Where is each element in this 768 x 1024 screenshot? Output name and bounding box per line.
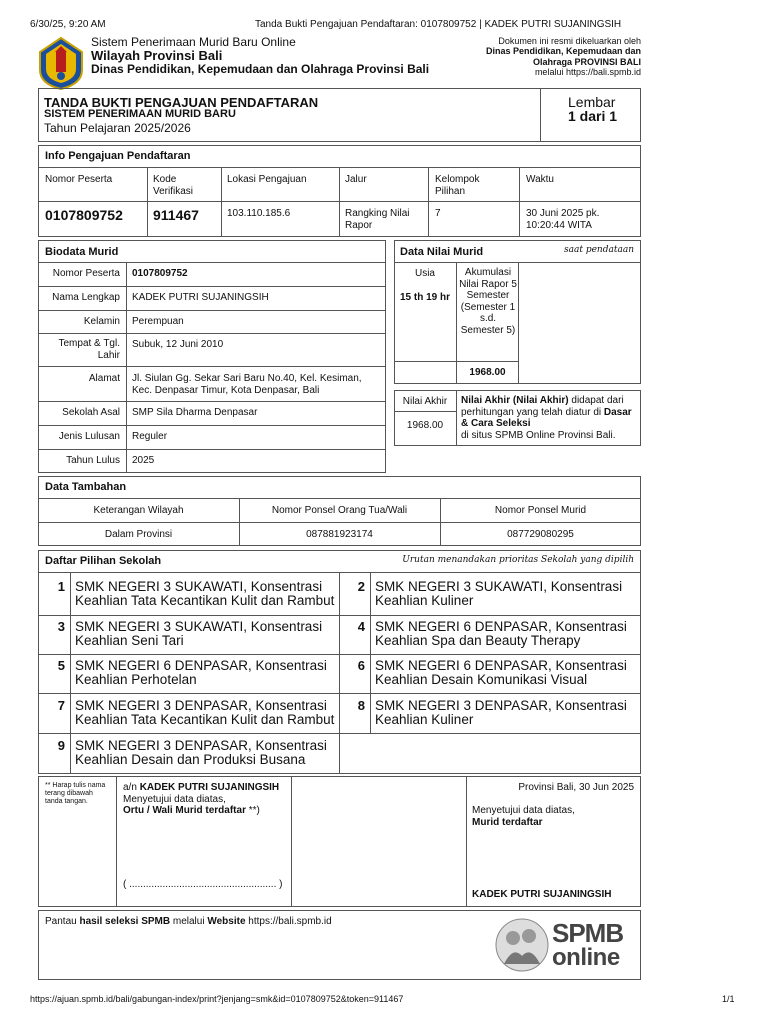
choice-school [375,580,622,608]
bio-value: 0107809752 [132,268,188,279]
akumulasi-label: Akumulasi Nilai Rapor 5 Semester (Semester 1 s.d. Semester 5) [459,267,517,336]
nilai-akhir-desc [461,395,637,441]
bio-label: Tahun Lulus [66,455,120,466]
nilai-akhir-value: 1968.00 [406,420,444,431]
header-system: Sistem Penerimaan Murid Baru Online [91,35,296,49]
pilihan-heading: Daftar Pilihan Sekolah [45,555,162,567]
choice-number: 6 [357,658,365,673]
official-line-1: Dokumen ini resmi dikeluarkan oleh [498,36,641,46]
nilai-heading: Data Nilai Murid [400,246,484,258]
choice-line-2: Keahlian Kuliner [375,593,474,608]
logo-text-online: online [552,944,620,971]
bio-value: Perempuan [132,316,184,327]
student-role: Murid terdaftar [472,816,543,828]
parent-role [123,805,288,817]
choice-number: 2 [357,579,365,594]
bio-label: Nama Lengkap [52,292,120,303]
print-datetime: 6/30/25, 9:20 AM [30,19,106,30]
logo-text-spmb: SPMB [552,918,624,948]
bio-value: 2025 [132,455,155,466]
choice-school [75,739,327,767]
info-v-kode: 911467 [153,207,199,223]
choice-number: 5 [57,658,65,673]
an-name: KADEK PUTRI SUJANINGSIH [139,782,280,793]
info-v-kelompok: 7 [435,208,441,219]
bio-label: Alamat [88,373,120,384]
desc-bold-1: Nilai Akhir (Nilai Akhir) [461,395,569,406]
choice-line-1: SMK NEGERI 6 DENPASAR, Konsentrasi [375,658,627,673]
choice-line-1: SMK NEGERI 6 DENPASAR, Konsentrasi [375,619,627,634]
choice-number: 7 [57,698,65,713]
choice-line-1: SMK NEGERI 3 DENPASAR, Konsentrasi [75,698,327,713]
student-name: KADEK PUTRI SUJANINGSIH [472,889,612,900]
doc-subtitle: SISTEM PENERIMAAN MURID BARU [44,108,236,120]
tambahan-v1: Dalam Provinsi [104,529,173,540]
sheet-value: 1 dari 1 [568,108,618,124]
ortu-label: Ortu / Wali Murid terdaftar [123,805,246,816]
info-h-nomor: Nomor Peserta [45,174,113,185]
print-url: https://ajuan.spmb.id/bali/gabungan-index/print?jenjang=smk&id=0107809752&token=911467 [30,994,404,1004]
choice-line-2: Keahlian Tata Kecantikan Kulit dan Rambut [75,593,335,608]
info-v-jalur: Rangking Nilai Rapor [345,208,410,231]
pilihan-note: Urutan menandakan prioritas Sekolah yang dipilih [402,555,634,565]
info-h-jalur: Jalur [345,174,367,185]
desc-bold-2: Dasar & Cara Seleksi [461,406,632,429]
choice-line-1: SMK NEGERI 6 DENPASAR, Konsentrasi [75,658,327,673]
tambahan-v3: 087729080295 [507,529,574,540]
choice-number: 9 [57,738,65,753]
info-h-lokasi: Lokasi Pengajuan [227,174,307,185]
choice-line-1: SMK NEGERI 3 SUKAWATI, Konsentrasi [375,579,623,594]
bio-label: Tempat & Tgl. Lahir [58,338,120,361]
footer-t1: Pantau [45,916,80,927]
info-h-waktu: Waktu [526,174,554,185]
choice-line-2: Keahlian Desain dan Produksi Busana [75,752,306,767]
ortu-suffix: **) [245,805,260,816]
spmb-logo [494,914,634,976]
usia-label: Usia [414,268,435,279]
bali-emblem-icon [36,36,86,90]
info-h-kelompok: Kelompok Pilihan [435,174,480,197]
choice-line-1: SMK NEGERI 3 SUKAWATI, Konsentrasi [75,579,323,594]
info-h-kode: Kode Verifikasi [153,174,194,197]
bio-label: Nomor Peserta [52,268,120,279]
choice-line-1: SMK NEGERI 3 DENPASAR, Konsentrasi [75,738,327,753]
usia-value: 15 th 19 hr [399,292,451,303]
tambahan-h3: Nomor Ponsel Murid [494,505,587,516]
bio-value: SMP Sila Dharma Denpasar [132,407,258,418]
choice-school [75,659,327,687]
biodata-heading: Biodata Murid [45,246,119,258]
an-prefix: a/n [123,782,140,793]
choice-number: 4 [357,619,365,634]
print-title: Tanda Bukti Pengajuan Pendaftaran: 0107809752 | KADEK PUTRI SUJANINGSIH [255,19,622,30]
bio-value: KADEK PUTRI SUJANINGSIH [132,292,269,303]
choice-school [375,659,627,687]
parent-signature-line: ( ..................................................... ) [123,879,283,890]
desc-text-1: didapat dari perhitungan yang telah diatur di [461,395,624,418]
header-agency: Dinas Pendidikan, Kepemudaan dan Olahraga Provinsi Bali [91,62,430,76]
choice-line-2: Keahlian Tata Kecantikan Kulit dan Rambut [75,712,335,727]
nilai-akhir-label: Nilai Akhir [402,396,448,407]
bio-label: Sekolah Asal [62,407,120,418]
tambahan-h1: Keterangan Wilayah [93,505,184,516]
bio-label: Kelamin [83,316,120,327]
info-v-nomor: 0107809752 [45,207,123,223]
footer-t3: https://bali.spmb.id [245,916,332,927]
header-official-note [421,36,641,77]
doc-title: TANDA BUKTI PENGAJUAN PENDAFTARAN [44,95,319,110]
parent-approval [123,782,288,817]
choice-line-1: SMK NEGERI 3 SUKAWATI, Konsentrasi [75,619,323,634]
choice-school [75,580,334,608]
signature-note: ** Harap tulis nama terang dibawah tanda tangan. [45,782,106,806]
sheet-label: Lembar [568,94,616,110]
place-date: Provinsi Bali, 30 Jun 2025 [518,782,634,793]
spmb-mascot-icon [494,916,550,974]
choice-school [75,699,334,727]
bio-value: Jl. Siulan Gg. Sekar Sari Baru No.40, Kel. Kesiman, Kec. Denpasar Timur, Kota Denpasar, Bali [132,373,362,396]
footer-b2: Website [207,916,246,927]
choice-line-2: Keahlian Kuliner [375,712,474,727]
school-year: Tahun Pelajaran 2025/2026 [44,121,191,135]
header-region: Wilayah Provinsi Bali [91,48,223,63]
parent-an [123,782,288,794]
footer-t2: melalui [170,916,208,927]
info-v-lokasi: 103.110.185.6 [227,208,291,219]
akumulasi-value: 1968.00 [469,367,506,378]
info-heading: Info Pengajuan Pendaftaran [45,150,191,162]
choice-school [375,620,627,648]
choice-number: 3 [57,619,65,634]
choice-line-2: Keahlian Perhotelan [75,672,197,687]
choice-line-2: Keahlian Desain Komunikasi Visual [375,672,588,687]
bio-value: Reguler [132,431,168,442]
choice-number: 8 [357,698,365,713]
footer-note [45,916,332,927]
student-approval [472,805,634,828]
official-line-2: Dinas Pendidikan, Kepemudaan dan [485,46,641,57]
choice-number: 1 [57,579,65,594]
choice-school [375,699,627,727]
tambahan-h2: Nomor Ponsel Orang Tua/Wali [271,505,408,516]
footer-b1: hasil seleksi SPMB [79,916,171,927]
bio-label: Jenis Lulusan [58,431,120,442]
desc-text-2: di situs SPMB Online Provinsi Bali. [461,429,616,441]
print-page: 1/1 [722,994,735,1004]
official-line-4: melalui https://bali.spmb.id [534,67,641,78]
parent-agree: Menyetujui data diatas, [123,793,226,805]
choice-line-1: SMK NEGERI 3 DENPASAR, Konsentrasi [375,698,627,713]
info-v-waktu: 30 Juni 2025 pk. 10:20:44 WITA [526,208,600,231]
choice-line-2: Keahlian Spa dan Beauty Therapy [375,633,581,648]
bio-value: Subuk, 12 Juni 2010 [132,339,224,350]
official-line-3: Olahraga PROVINSI BALI [532,56,641,67]
tambahan-heading: Data Tambahan [45,481,127,493]
tambahan-v2: 087881923174 [306,529,373,540]
student-agree: Menyetujui data diatas, [472,805,575,816]
choice-school [75,620,322,648]
choice-line-2: Keahlian Seni Tari [75,633,184,648]
nilai-note: saat pendataan [564,245,634,255]
